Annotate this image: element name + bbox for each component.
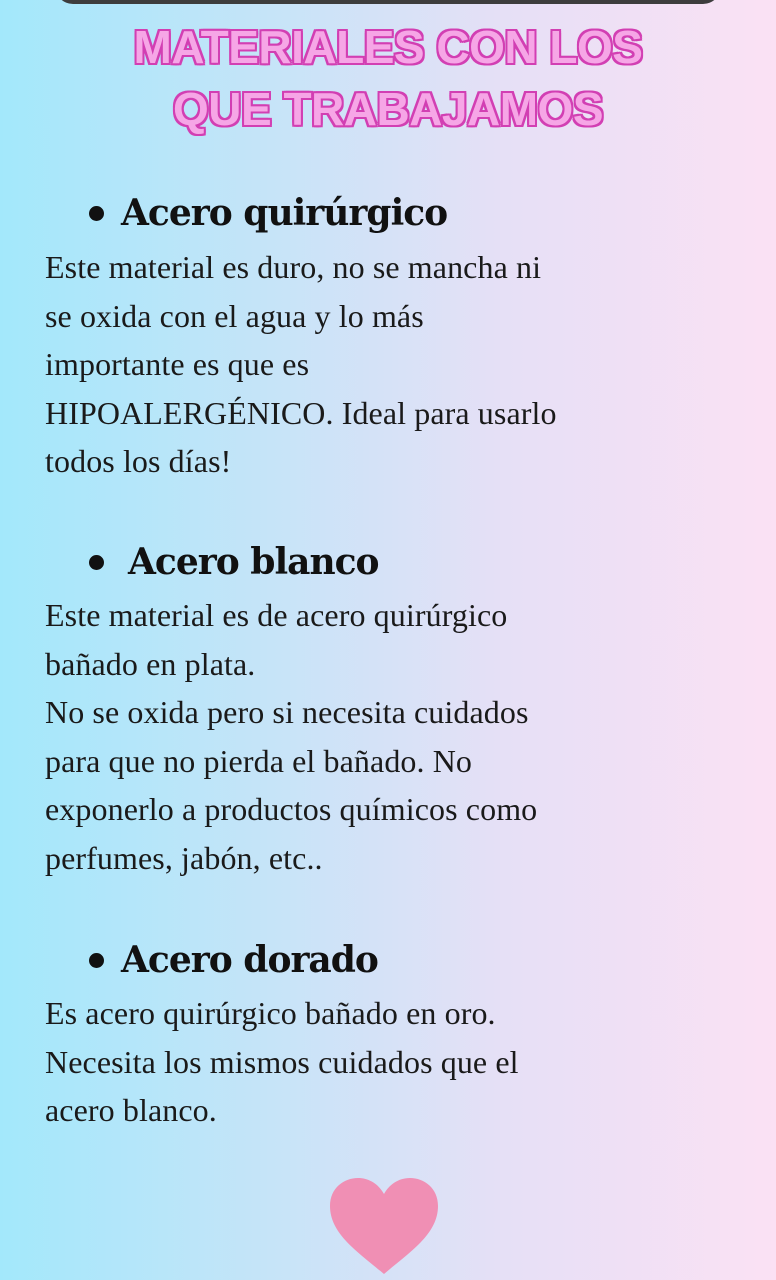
top-bar-edge bbox=[55, 0, 721, 4]
description-line: Necesita los mismos cuidados que el bbox=[45, 1043, 519, 1080]
description-line: Este material es de acero quirúrgico bbox=[45, 597, 508, 633]
material-heading: Acero quirúrgico bbox=[121, 192, 448, 234]
description-line: bañado en plata. bbox=[45, 645, 256, 682]
description-line: Es acero quirúrgico bañado en oro. bbox=[45, 995, 496, 1031]
description-line: perfumes, jabón, etc.. bbox=[45, 839, 323, 876]
description-line: HIPOALERGÉNICO. Ideal para usarlo bbox=[45, 394, 557, 431]
title-line-2: QUE TRABAJAMOS bbox=[172, 83, 604, 135]
description-line: acero blanco. bbox=[45, 1092, 217, 1128]
material-description bbox=[45, 591, 745, 882]
material-description bbox=[45, 989, 745, 1135]
heart-icon bbox=[328, 1176, 440, 1276]
material-heading: Acero dorado bbox=[121, 939, 378, 981]
bullet-icon bbox=[89, 555, 104, 570]
description-line: No se oxida pero si necesita cuidados bbox=[45, 694, 529, 730]
title-line-1: MATERIALES CON LOS bbox=[133, 21, 643, 73]
description-line: para que no pierda el bañado. No bbox=[45, 742, 473, 779]
bullet-icon bbox=[89, 953, 104, 968]
description-line: se oxida con el agua y lo más bbox=[45, 297, 424, 334]
description-line: todos los días! bbox=[45, 443, 232, 479]
description-line: exponerlo a productos químicos como bbox=[45, 791, 538, 827]
description-line: Este material es duro, no se mancha ni bbox=[45, 249, 542, 285]
bullet-icon bbox=[89, 206, 104, 221]
material-description bbox=[45, 243, 745, 486]
page-title bbox=[0, 16, 776, 140]
material-heading: Acero blanco bbox=[128, 541, 379, 583]
description-line: importante es que es bbox=[45, 346, 310, 382]
